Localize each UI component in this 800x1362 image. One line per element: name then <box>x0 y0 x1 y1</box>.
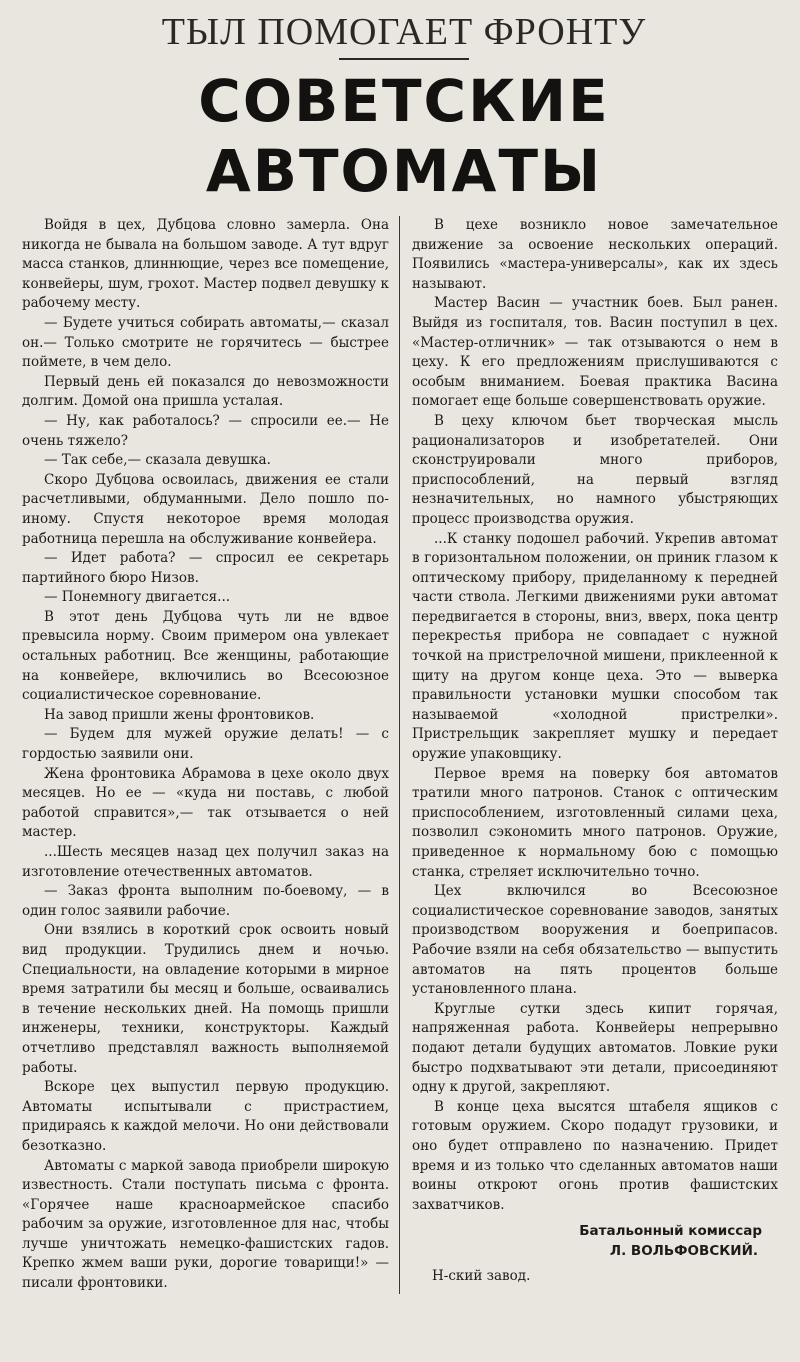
article-body <box>22 216 786 1294</box>
divider-rule <box>339 58 469 60</box>
dateline-place: Н-ский завод. <box>432 1268 531 1285</box>
paragraph: Войдя в цех, Дубцова словно замерла. Она никогда не бывала на большом заводе. А тут вдруг масса станков, длиннющие, через все помещение, конвейеры, шум, грохот. Мастер подвел девушку к рабочему месту. <box>22 217 389 312</box>
paragraph: Скоро Дубцова освоилась, движения ее стали расчетливыми, обдуманными. Дело пошло по-иному. Спустя некоторое время молодая работница перешла на обслуживание конвейера. <box>22 471 389 547</box>
paragraph: Жена фронтовика Абрамова в цехе около двух месяцев. Но ее — «куда ни поставь, с любой работой справится»,— так отзывается о ней мастер. <box>22 765 389 841</box>
paragraph: — Заказ фронта выполним по-боевому, — в один голос заявили рабочие. <box>22 883 389 919</box>
paragraph: На завод пришли жены фронтовиков. <box>44 706 315 723</box>
paragraph: Автоматы с маркой завода приобрели широкую известность. Стали поступать письма с фронта. «Горячее наше красноармейское спасибо рабочим за оружие, изготовленное для нас, чтобы лучше уничтожать немецко-фашистских гадов. Крепко жмем ваши руки, дорогие товарищи!» — писали фронтовики. <box>22 1157 389 1292</box>
paragraph: ...К станку подошел рабочий. Укрепив автомат в горизонтальном положении, он приник глазом к оптическому прибору, приделанному к передней части ствола. Легкими движениями руки автомат передвигается в стороны, вниз, вверх, пока центр перекрестья прибора не совпадает с нужной точкой на пристрелочной мишени, приклеенной к щиту на другом конце цеха. Это — выверка правильности установки мушки способом так называемой «холодной пристрелки». Пристрельщик закрепляет мушку и передает оружие упаковщику. <box>412 530 778 763</box>
paragraph: — Ну, как работалось? — спросили ее.— Не очень тяжело? <box>22 412 389 449</box>
section-rubric: ТЫЛ ПОМОГАЕТ ФРОНТУ <box>161 11 647 53</box>
paragraph: Первое время на поверку боя автоматов тратили много патронов. Станок с оптическим приспособлением, изготовленный силами цеха, позволил сэкономить много патронов. Оружие, приведенное к нормальному бою с помощью станка, стреляет исключительно точно. <box>412 765 778 880</box>
paragraph: Первый день ей показался до невозможности долгим. Домой она пришла усталая. <box>22 373 389 410</box>
paragraph: Круглые сутки здесь кипит горячая, напряженная работа. Конвейеры непрерывно подают детали будущих автоматов. Ловкие руки быстро подхватывают эти детали, присоединяют одну к другой, закрепляют. <box>412 1000 778 1096</box>
paragraph: В этот день Дубцова чуть ли не вдвое превысила норму. Своим примером она увлекает остальных работниц. Все женщины, работающие на конвейере, включились во Всесоюзное социалистическое соревнование. <box>22 608 389 704</box>
paragraph: Мастер Васин — участник боев. Был ранен. Выйдя из госпиталя, тов. Васин поступил в цех. «Мастер-отличник» — так отзываются о нем в цеху. К его предложениям прислушиваются с особым вниманием. Боевая практика Васина помогает еще больше совершенствовать оружие. <box>412 295 778 410</box>
paragraph: — Будете учиться собирать автоматы,— сказал он.— Только смотрите не горячитесь — быстрее поймете, в чем дело. <box>22 314 389 371</box>
author-rank: Батальонный комиссар <box>579 1223 762 1240</box>
paragraph: — Идет работа? — спросил ее секретарь партийного бюро Низов. <box>22 550 389 586</box>
article-headline: СОВЕТСКИЕ АВТОМАТЫ <box>198 67 610 205</box>
paragraph: В цехе возникло новое замечательное движение за освоение нескольких операций. Появились «мастера-универсалы», как их здесь называют. <box>412 217 778 292</box>
paragraph: В цеху ключом бьет творческая мысль рационализаторов и изобретателей. Они сконструировали много приборов, приспособлений, на первый взгляд незначительных, но намного убыстряющих процесс производства оружия. <box>412 412 778 527</box>
author-name: Л. ВОЛЬФОВСКИЙ. <box>609 1243 758 1260</box>
paragraph: ...Шесть месяцев назад цех получил заказ на изготовление отечественных автоматов. <box>22 844 389 880</box>
right-column <box>400 216 778 1294</box>
paragraph: — Понемногу двигается... <box>44 589 231 606</box>
left-column <box>22 216 400 1294</box>
paragraph: Цех включился во Всесоюзное социалистическое соревнование заводов, занятых производством вооружения и боеприпасов. Рабочие взяли на себя обязательство — выпустить автоматов на пять процентов больше установленного плана. <box>412 883 778 998</box>
paragraph: Они взялись в короткий срок освоить новый вид продукции. Трудились днем и ночью. Специальности, на овладение которыми в мирное время затратили бы месяц и больше, осваивались в течение нескольких дней. На помощь пришли инженеры, техники, конструкторы. Каждый отчетливо представлял важность выполняемой работы. <box>22 922 389 1076</box>
paragraph: В конце цеха высятся штабеля ящиков с готовым оружием. Скоро подадут грузовики, и оно будет отправлено по назначению. Придет время и из только что сделанных автоматов наши воины откроют огонь против фашистских захватчиков. <box>412 1098 778 1213</box>
paragraph: — Будем для мужей оружие делать! — с гордостью заявили они. <box>22 726 389 763</box>
paragraph: — Так себе,— сказала девушка. <box>44 452 271 469</box>
paragraph: Вскоре цех выпустил первую продукцию. Автоматы испытывали с пристрастием, придираясь к каждой мелочи. Но они действовали безотказно. <box>22 1079 389 1154</box>
